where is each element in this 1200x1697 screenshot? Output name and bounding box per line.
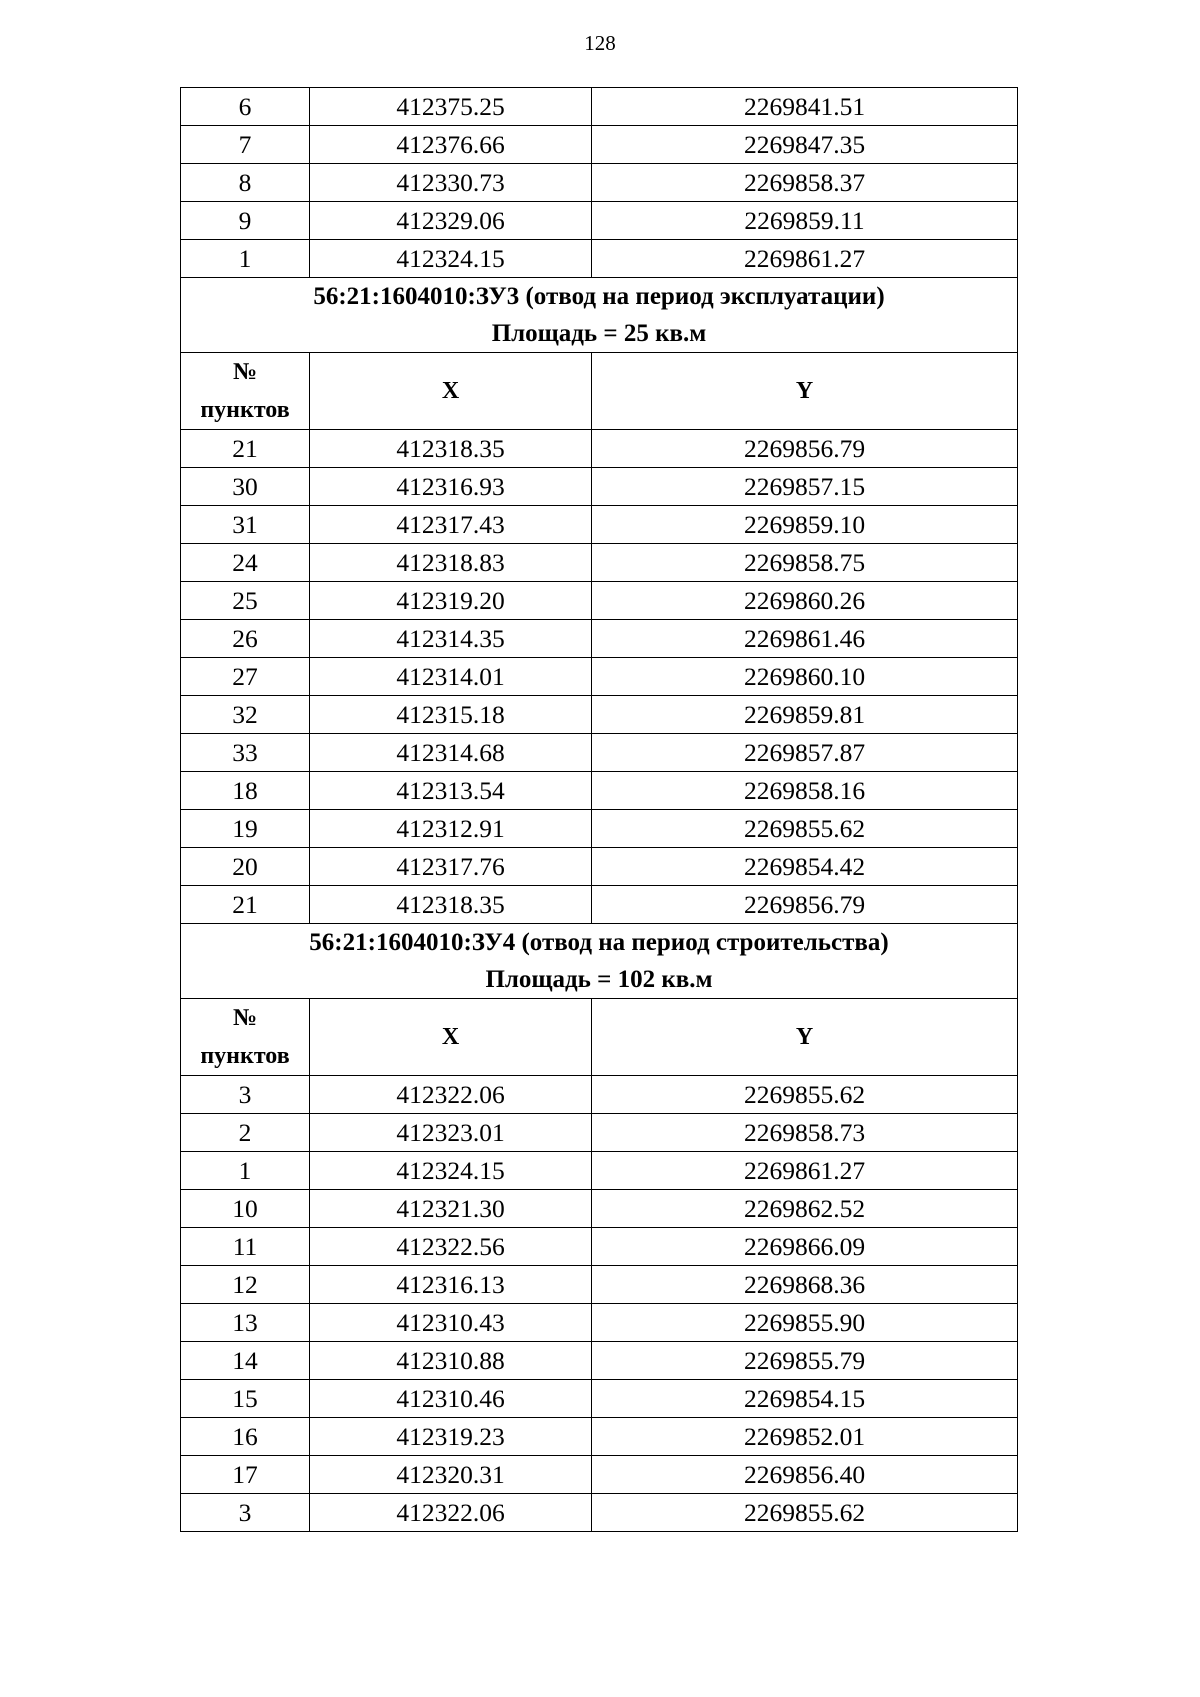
x-coordinate-cell: 412314.35 [310, 620, 592, 658]
coordinate-row [181, 772, 1018, 810]
points-label: пунктов [200, 1043, 290, 1069]
x-coordinate-cell: 412319.23 [310, 1418, 592, 1456]
point-number-cell: 16 [181, 1418, 310, 1456]
x-coordinate-cell: 412315.18 [310, 696, 592, 734]
x-coordinate-cell: 412317.76 [310, 848, 592, 886]
point-number-cell: 19 [181, 810, 310, 848]
coordinate-row [181, 658, 1018, 696]
point-number-cell: 32 [181, 696, 310, 734]
point-number-cell: 30 [181, 468, 310, 506]
point-number-cell: 15 [181, 1380, 310, 1418]
point-number-cell: 11 [181, 1228, 310, 1266]
point-number-header [181, 999, 310, 1076]
x-coordinate-cell: 412314.68 [310, 734, 592, 772]
point-number-cell: 10 [181, 1190, 310, 1228]
coordinate-row [181, 88, 1018, 126]
point-number-cell: 31 [181, 506, 310, 544]
point-number-cell: 18 [181, 772, 310, 810]
point-number-cell: 25 [181, 582, 310, 620]
coordinate-row [181, 430, 1018, 468]
column-header-row [181, 999, 1018, 1076]
y-header: Y [592, 999, 1018, 1076]
coordinate-row [181, 1342, 1018, 1380]
points-label: пунктов [200, 397, 290, 423]
coordinate-row [181, 468, 1018, 506]
coordinate-row [181, 1304, 1018, 1342]
x-coordinate-cell: 412312.91 [310, 810, 592, 848]
section-heading [181, 924, 1018, 999]
section-area: Площадь = 102 кв.м [485, 966, 713, 993]
point-number-cell: 3 [181, 1076, 310, 1114]
point-number-cell: 27 [181, 658, 310, 696]
y-coordinate-cell: 2269855.62 [592, 810, 1018, 848]
x-coordinate-cell: 412318.83 [310, 544, 592, 582]
x-coordinate-cell: 412316.13 [310, 1266, 592, 1304]
section-heading-row [181, 278, 1018, 353]
coordinates-table-body [181, 88, 1018, 1532]
y-coordinate-cell: 2269861.46 [592, 620, 1018, 658]
y-coordinate-cell: 2269858.16 [592, 772, 1018, 810]
point-number-header [181, 353, 310, 430]
coordinate-row [181, 620, 1018, 658]
x-coordinate-cell: 412322.06 [310, 1494, 592, 1532]
coordinate-row [181, 506, 1018, 544]
y-coordinate-cell: 2269857.15 [592, 468, 1018, 506]
coordinate-row [181, 1076, 1018, 1114]
y-coordinate-cell: 2269859.81 [592, 696, 1018, 734]
x-coordinate-cell: 412321.30 [310, 1190, 592, 1228]
y-coordinate-cell: 2269856.79 [592, 886, 1018, 924]
coordinate-row [181, 1418, 1018, 1456]
x-coordinate-cell: 412324.15 [310, 1152, 592, 1190]
y-coordinate-cell: 2269855.62 [592, 1494, 1018, 1532]
point-number-cell: 21 [181, 430, 310, 468]
coordinate-row [181, 696, 1018, 734]
x-coordinate-cell: 412322.56 [310, 1228, 592, 1266]
section-title: 56:21:1604010:ЗУ3 (отвод на период эксплуатации) [313, 283, 885, 310]
x-coordinate-cell: 412318.35 [310, 430, 592, 468]
y-coordinate-cell: 2269858.73 [592, 1114, 1018, 1152]
y-coordinate-cell: 2269855.62 [592, 1076, 1018, 1114]
y-coordinate-cell: 2269862.52 [592, 1190, 1018, 1228]
section-area: Площадь = 25 кв.м [491, 320, 707, 347]
point-number-cell: 8 [181, 164, 310, 202]
point-number-cell: 13 [181, 1304, 310, 1342]
point-number-cell: 26 [181, 620, 310, 658]
y-coordinate-cell: 2269855.79 [592, 1342, 1018, 1380]
coordinate-row [181, 202, 1018, 240]
y-coordinate-cell: 2269858.75 [592, 544, 1018, 582]
point-number-cell: 3 [181, 1494, 310, 1532]
coordinate-row [181, 886, 1018, 924]
coordinate-row [181, 544, 1018, 582]
x-coordinate-cell: 412316.93 [310, 468, 592, 506]
coordinate-row [181, 240, 1018, 278]
coordinate-row [181, 1380, 1018, 1418]
x-coordinate-cell: 412376.66 [310, 126, 592, 164]
coordinate-row [181, 1266, 1018, 1304]
point-number-cell: 33 [181, 734, 310, 772]
x-coordinate-cell: 412323.01 [310, 1114, 592, 1152]
x-coordinate-cell: 412324.15 [310, 240, 592, 278]
y-coordinate-cell: 2269854.15 [592, 1380, 1018, 1418]
point-number-cell: 1 [181, 240, 310, 278]
point-number-cell: 12 [181, 1266, 310, 1304]
x-coordinate-cell: 412314.01 [310, 658, 592, 696]
x-coordinate-cell: 412375.25 [310, 88, 592, 126]
x-coordinate-cell: 412310.46 [310, 1380, 592, 1418]
coordinate-row [181, 1494, 1018, 1532]
x-coordinate-cell: 412310.88 [310, 1342, 592, 1380]
y-coordinate-cell: 2269855.90 [592, 1304, 1018, 1342]
y-coordinate-cell: 2269857.87 [592, 734, 1018, 772]
y-coordinate-cell: 2269858.37 [592, 164, 1018, 202]
x-coordinate-cell: 412322.06 [310, 1076, 592, 1114]
column-header-row [181, 353, 1018, 430]
x-coordinate-cell: 412317.43 [310, 506, 592, 544]
coordinate-row [181, 1228, 1018, 1266]
y-coordinate-cell: 2269847.35 [592, 126, 1018, 164]
point-number-cell: 7 [181, 126, 310, 164]
x-coordinate-cell: 412329.06 [310, 202, 592, 240]
point-number-cell: 21 [181, 886, 310, 924]
section-heading-row [181, 924, 1018, 999]
coordinate-row [181, 734, 1018, 772]
y-coordinate-cell: 2269861.27 [592, 240, 1018, 278]
coordinate-row [181, 1456, 1018, 1494]
y-coordinate-cell: 2269860.10 [592, 658, 1018, 696]
y-header: Y [592, 353, 1018, 430]
x-coordinate-cell: 412310.43 [310, 1304, 592, 1342]
x-coordinate-cell: 412319.20 [310, 582, 592, 620]
page-number: 128 [584, 31, 616, 55]
y-coordinate-cell: 2269866.09 [592, 1228, 1018, 1266]
point-number-cell: 9 [181, 202, 310, 240]
y-coordinate-cell: 2269860.26 [592, 582, 1018, 620]
y-coordinate-cell: 2269861.27 [592, 1152, 1018, 1190]
coordinate-row [181, 582, 1018, 620]
coordinate-row [181, 810, 1018, 848]
point-number-cell: 2 [181, 1114, 310, 1152]
y-coordinate-cell: 2269841.51 [592, 88, 1018, 126]
x-coordinate-cell: 412313.54 [310, 772, 592, 810]
coordinate-row [181, 848, 1018, 886]
point-number-cell: 20 [181, 848, 310, 886]
coordinate-row [181, 1114, 1018, 1152]
y-coordinate-cell: 2269859.10 [592, 506, 1018, 544]
y-coordinate-cell: 2269856.79 [592, 430, 1018, 468]
point-number-cell: 1 [181, 1152, 310, 1190]
y-coordinate-cell: 2269868.36 [592, 1266, 1018, 1304]
number-sign: № [232, 359, 258, 385]
section-title: 56:21:1604010:ЗУ4 (отвод на период строительства) [309, 929, 889, 956]
x-coordinate-cell: 412320.31 [310, 1456, 592, 1494]
x-header: X [310, 999, 592, 1076]
point-number-cell: 6 [181, 88, 310, 126]
x-coordinate-cell: 412330.73 [310, 164, 592, 202]
point-number-cell: 14 [181, 1342, 310, 1380]
coordinate-row [181, 1152, 1018, 1190]
point-number-cell: 24 [181, 544, 310, 582]
y-coordinate-cell: 2269852.01 [592, 1418, 1018, 1456]
x-header: X [310, 353, 592, 430]
y-coordinate-cell: 2269854.42 [592, 848, 1018, 886]
y-coordinate-cell: 2269856.40 [592, 1456, 1018, 1494]
number-sign: № [232, 1005, 258, 1031]
coordinate-row [181, 126, 1018, 164]
coordinate-row [181, 1190, 1018, 1228]
section-heading [181, 278, 1018, 353]
x-coordinate-cell: 412318.35 [310, 886, 592, 924]
coordinate-row [181, 164, 1018, 202]
y-coordinate-cell: 2269859.11 [592, 202, 1018, 240]
point-number-cell: 17 [181, 1456, 310, 1494]
coordinates-table [180, 87, 1018, 1532]
